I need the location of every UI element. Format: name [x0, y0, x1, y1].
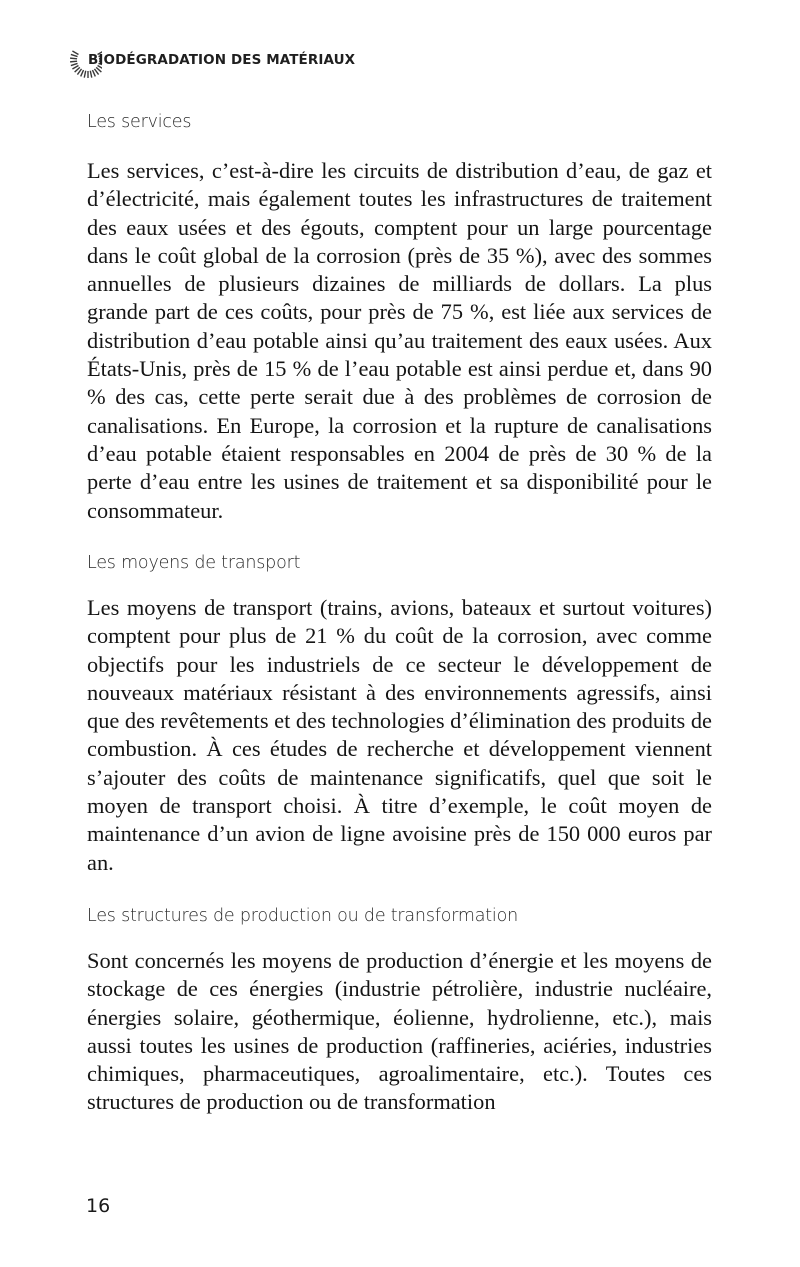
sunburst-ray — [90, 71, 91, 78]
sunburst-ray — [81, 70, 84, 76]
sunburst-ray — [70, 58, 77, 59]
page-number: 16 — [86, 1195, 111, 1217]
section-heading-transport: Les moyens de transport — [87, 553, 301, 573]
sunburst-ray — [92, 70, 95, 76]
section-paragraph-transport: Les moyens de transport (trains, avions, bateaux et surtout voitures) comptent pour plus de 21 % du coût de la corrosion, avec comme objectifs pour les industriels de ce secteur le développement de nouveaux matériaux résistant à des environnements agressifs, ainsi que des revêtements et des technologies d’élimination des produits de combustion. À ces études de recherche et développement viennent s’ajouter des coûts de maintenance significatifs, quel que soit le moyen de transport choisi. À titre d’exemple, le coût moyen de maintenance d’un avion de ligne avoisine près de 150 000 euros par an. — [87, 595, 712, 875]
sunburst-ray — [71, 63, 78, 65]
running-header — [66, 40, 355, 80]
sunburst-ray — [71, 54, 78, 56]
sunburst-ray — [72, 51, 78, 55]
section-heading-production: Les structures de production ou de transformation — [87, 906, 518, 926]
section-paragraph-services: Les services, c’est-à-dire les circuits de distribution d’eau, de gaz et d’électricité, mais également toutes les infrastructures de traitement des eaux usées et des égouts, comptent pour un large pourcentage dans le coût global de la corrosion (près de 35 %), avec des sommes annuelles de plusieurs dizaines de milliards de dollars. La plus grande part de ces coûts, pour près de 75 %, est liée aux services de distribution d’eau potable ainsi qu’au traitement des eaux usées. Aux États-Unis, près de 15 % de l’eau potable est ainsi perdue et, dans 90 % des cas, cette perte serait due à des problèmes de corrosion de canalisations. En Europe, la corrosion et la rupture de canalisations d’eau potable étaient responsables en 2004 de près de 30 % de la perte d’eau entre les usines de traitement et sa disponibilité pour le consommateur. — [87, 158, 712, 523]
section-paragraph-production: Sont concernés les moyens de production d’énergie et les moyens de stockage de ces énergies (industrie pétrolière, industrie nucléaire, énergies solaire, géothermique, éolienne, hydrolienne, etc.), mais aussi toutes les usines de production (raffineries, aciéries, industries chimiques, pharmaceutiques, agroalimentaire, etc.). Toutes ces structures de production ou de transformation — [87, 948, 712, 1115]
sunburst-ray — [70, 61, 77, 62]
running-header-title: BIODÉGRADATION DES MATÉRIAUX — [88, 52, 356, 68]
section-heading-services: Les services — [87, 112, 192, 132]
sunburst-ray — [84, 71, 85, 78]
